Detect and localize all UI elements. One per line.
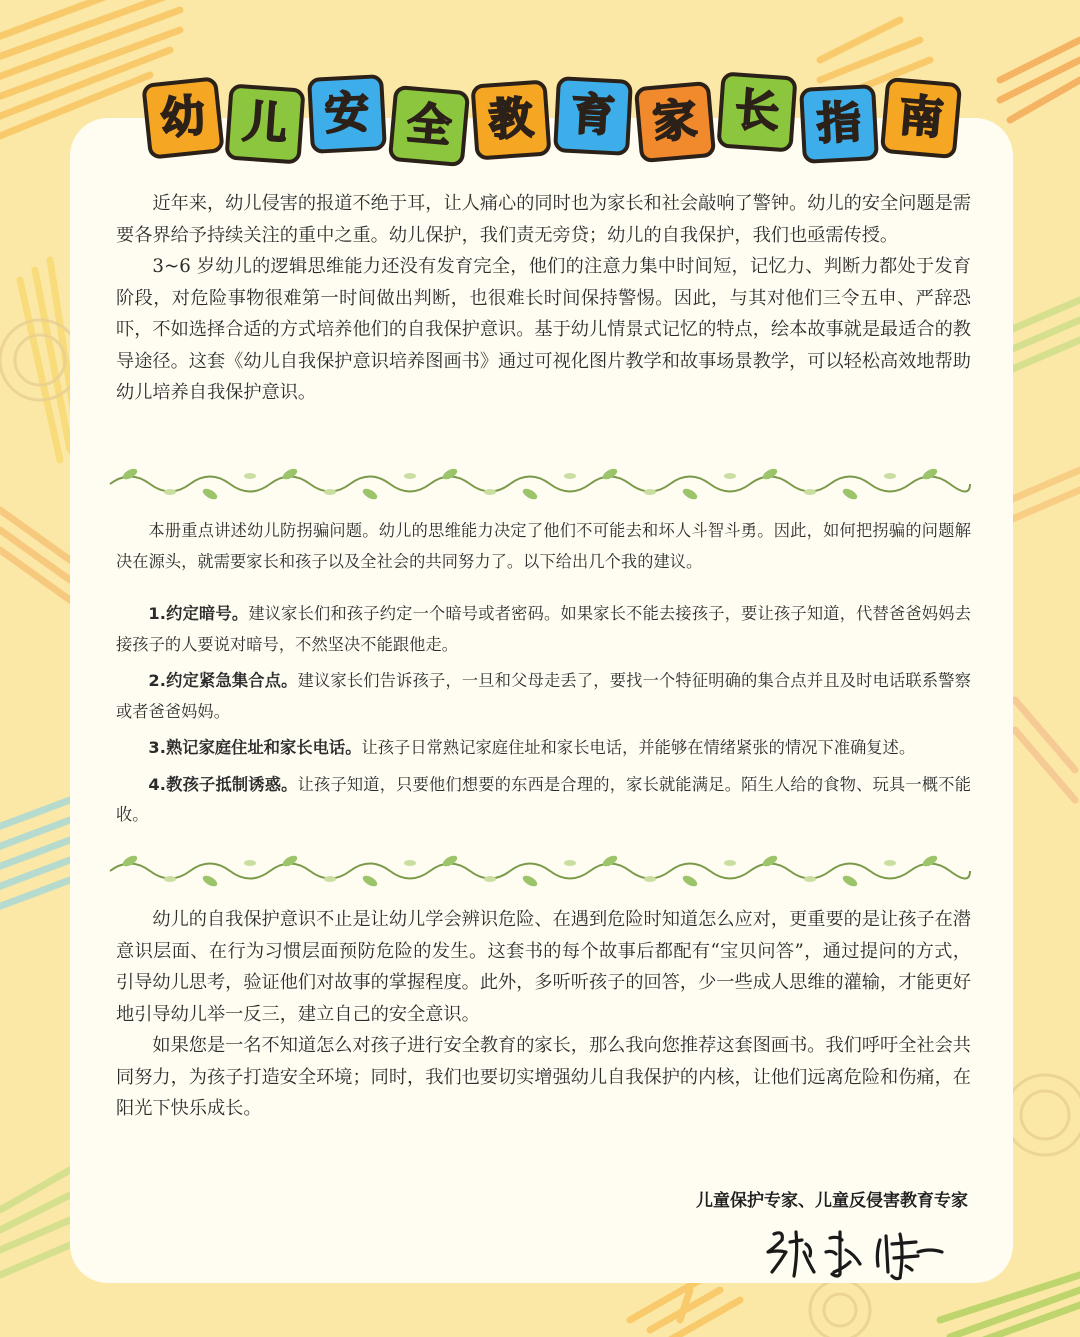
title-tile [307,74,387,154]
advice-item-3: 3.熟记家庭住址和家长电话。让孩子日常熟记家庭住址和家长电话，并能够在情绪紧张的情况下准确复述。 [148,738,916,757]
advice-text: 建议家长们告诉孩子，一旦和父母走丢了，要找一个特征明确的集合点并且及时电话联系警察或者爸爸妈妈。 [116,671,971,721]
author-signature [760,1222,950,1284]
title-tile [799,84,879,164]
advice-title: 教孩子抵制诱惑 [166,774,282,794]
advice-text: 让孩子日常熟记家庭住址和家长电话，并能够在情绪紧张的情况下准确复述。 [361,738,916,757]
title-char: 全 [404,98,454,153]
conclusion-section [116,904,971,1125]
title-char: 家 [650,94,700,149]
title-char: 指 [815,96,863,151]
intro-section [116,188,971,409]
title-char: 教 [487,92,535,147]
advice-item-4: 4.教孩子抵制诱惑。让孩子知道，只要他们想要的东西是合理的，家长就能满足。陌生人给的食物、玩具一概不能收。 [116,774,971,824]
title-tile [634,81,716,163]
title-tile [470,79,551,160]
title-char: 南 [896,90,946,145]
advice-item-1: 1.约定暗号。建议家长们和孩子约定一个暗号或者密码。如果家长不能去接孩子，要让孩子知道，代替爸爸妈妈去接孩子的人要说对暗号，不然坚决不能跟他走。 [116,604,971,654]
title-tile [553,76,633,156]
advice-text: 让孩子知道，只要他们想要的东西是合理的，家长就能满足。陌生人给的食物、玩具一概不能收。 [116,774,971,824]
title-tile [880,77,962,159]
advice-title: 熟记家庭住址和家长电话 [166,738,346,757]
title-char: 育 [569,88,617,143]
paragraph: 如果您是一名不知道怎么对孩子进行安全教育的家长，那么我向您推荐这套图画书。我们呼吁全社会共同努力，为孩子打造安全环境；同时，我们也要切实增强幼儿自我保护的内核，让他们远离危险和伤痛，在阳光下快乐成长。 [116,1035,971,1119]
author-credit: 儿童保护专家、儿童反侵害教育专家 [696,1191,968,1211]
vine-divider [100,851,980,891]
advice-number: 1. [148,604,167,623]
title-char: 幼 [158,89,208,146]
title-tile [141,76,225,160]
paragraph: 幼儿的自我保护意识不止是让幼儿学会辨识危险、在遇到危险时知道怎么应对，更重要的是让孩子在潜意识层面、在行为习惯层面预防危险的发生。这套书的每个故事后都配有“宝贝问答”，通过提问的方式，引导幼儿思考，验证他们对故事的掌握程度。此外，多听听孩子的回答，少一些成人思维的灌输，才能更好地引导幼儿举一反三，建立自己的安全意识。 [116,909,971,1025]
paragraph: 近年来，幼儿侵害的报道不绝于耳，让人痛心的同时也为家长和社会敲响了警钟。幼儿的安全问题是需要各界给予持续关注的重中之重。幼儿保护，我们责无旁贷；幼儿的自我保护，我们也亟需传授。 [116,193,971,246]
vine-divider [100,464,980,504]
title-char: 儿 [241,96,289,151]
title-tile [388,85,470,167]
advice-number: 4. [148,774,167,794]
title-tile [224,83,305,164]
advice-number: 2. [148,671,167,690]
advice-title: 约定紧急集合点 [166,671,282,690]
paragraph: 3~6 岁幼儿的逻辑思维能力还没有发育完全，他们的注意力集中时间短，记忆力、判断力都处于发育阶段，对危险事物很难第一时间做出判断，也很难长时间保持警惕。因此，与其对他们三令五申、严辞恐吓，不如选择合适的方式培养他们的自我保护意识。基于幼儿情景式记忆的特点，绘本故事就是最适合的教导途径。这套《幼儿自我保护意识培养图画书》通过可视化图片教学和故事场景教学，可以轻松高效地帮助幼儿培养自我保护意识。 [116,256,971,403]
advice-title: 约定暗号 [166,604,232,623]
advice-item-2: 2.约定紧急集合点。建议家长们告诉孩子，一旦和父母走丢了，要找一个特征明确的集合点并且及时电话联系警察或者爸爸妈妈。 [116,671,971,721]
advice-number: 3. [148,738,167,757]
advice-section [116,516,971,837]
paragraph: 本册重点讲述幼儿防拐骗问题。幼儿的思维能力决定了他们不可能去和坏人斗智斗勇。因此，如何把拐骗的问题解决在源头，就需要家长和孩子以及全社会的共同努力了。以下给出几个我的建议。 [116,521,971,571]
title-banner [0,70,1080,170]
advice-text: 建议家长们和孩子约定一个暗号或者密码。如果家长不能去接孩子，要让孩子知道，代替爸爸妈妈去接孩子的人要说对暗号，不然坚决不能跟他走。 [116,604,971,654]
title-tile [716,71,797,152]
title-char: 安 [323,86,371,141]
title-char: 长 [733,84,781,139]
